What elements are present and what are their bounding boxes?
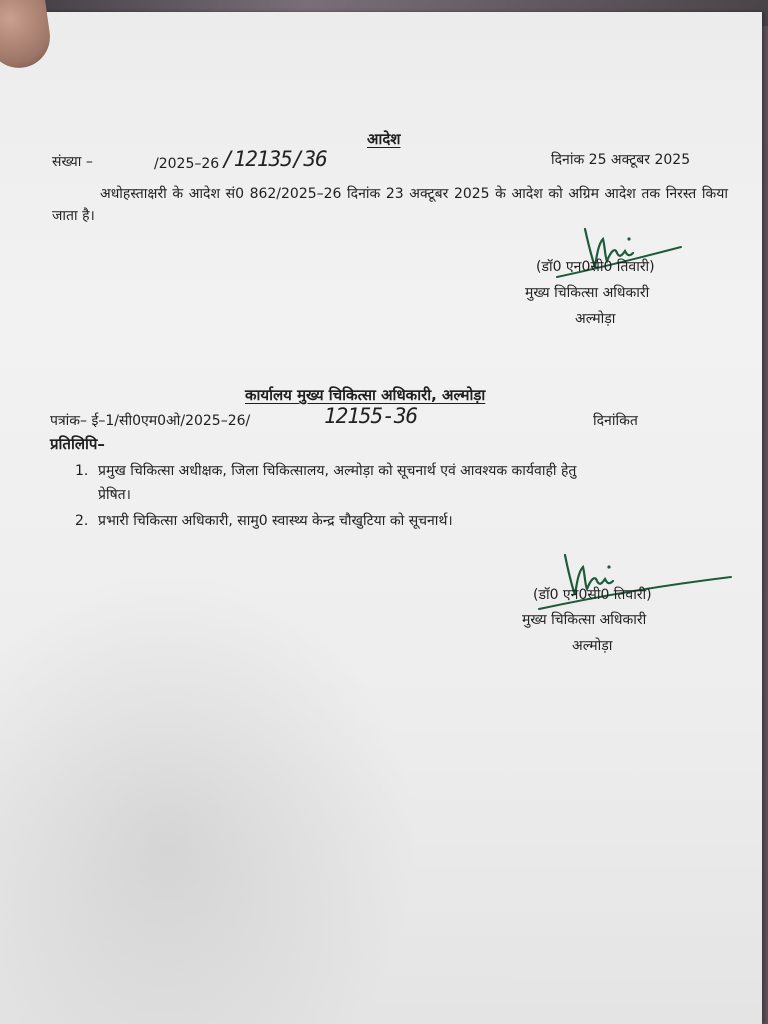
endorsement-signatory-name: (डॉ0 एन0सी0 तिवारी) — [533, 587, 652, 603]
document-page — [0, 12, 762, 1024]
order-title: आदेश — [367, 130, 401, 148]
copy-label: प्रतिलिपि– — [50, 435, 105, 453]
copy-item-line: प्रेषित। — [98, 487, 131, 503]
endorsement-signatory-designation: मुख्य चिकित्सा अधिकारी — [522, 612, 647, 628]
letter-number-handwritten: 12155-36 — [324, 404, 418, 428]
office-heading: कार्यालय मुख्य चिकित्सा अधिकारी, अल्मोड़ा — [245, 386, 486, 404]
copy-item-number: 1. — [75, 463, 89, 479]
order-body: अधोहस्ताक्षरी के आदेश सं0 862/2025–26 दिनांक 23 अक्टूबर 2025 के आदेश को अग्रिम आदेश तक निरस्त किया जाता है। — [52, 186, 728, 224]
letter-date-label: दिनांकित — [593, 413, 638, 429]
order-signatory-designation: मुख्य चिकित्सा अधिकारी — [525, 285, 650, 301]
order-signatory-name: (डॉ0 एन0सी0 तिवारी) — [536, 259, 655, 275]
order-date: दिनांक 25 अक्टूबर 2025 — [551, 152, 691, 168]
copy-item-line: प्रमुख चिकित्सा अधीक्षक, जिला चिकित्सालय, अल्मोड़ा को सूचनार्थ एवं आवश्यक कार्यवाही हेतु — [98, 463, 577, 479]
letter-number-printed: पत्रांक– ई–1/सी0एम0ओ/2025–26/ — [50, 413, 251, 429]
order-signatory-place: अल्मोड़ा — [575, 311, 616, 327]
signature-mark — [535, 547, 735, 617]
copy-item-line: प्रभारी चिकित्सा अधिकारी, सामु0 स्वास्थ्य केन्द्र चौखुटिया को सूचनार्थ। — [98, 513, 453, 529]
order-number-label: संख्या – — [52, 154, 93, 170]
copy-item-number: 2. — [75, 513, 89, 529]
order-number-handwritten: /12135/36 — [222, 147, 327, 171]
signature-mark — [555, 217, 685, 287]
endorsement-signatory-place: अल्मोड़ा — [572, 638, 613, 654]
shadow-overlay — [0, 572, 420, 1024]
order-number-printed: /2025–26 — [154, 156, 220, 172]
